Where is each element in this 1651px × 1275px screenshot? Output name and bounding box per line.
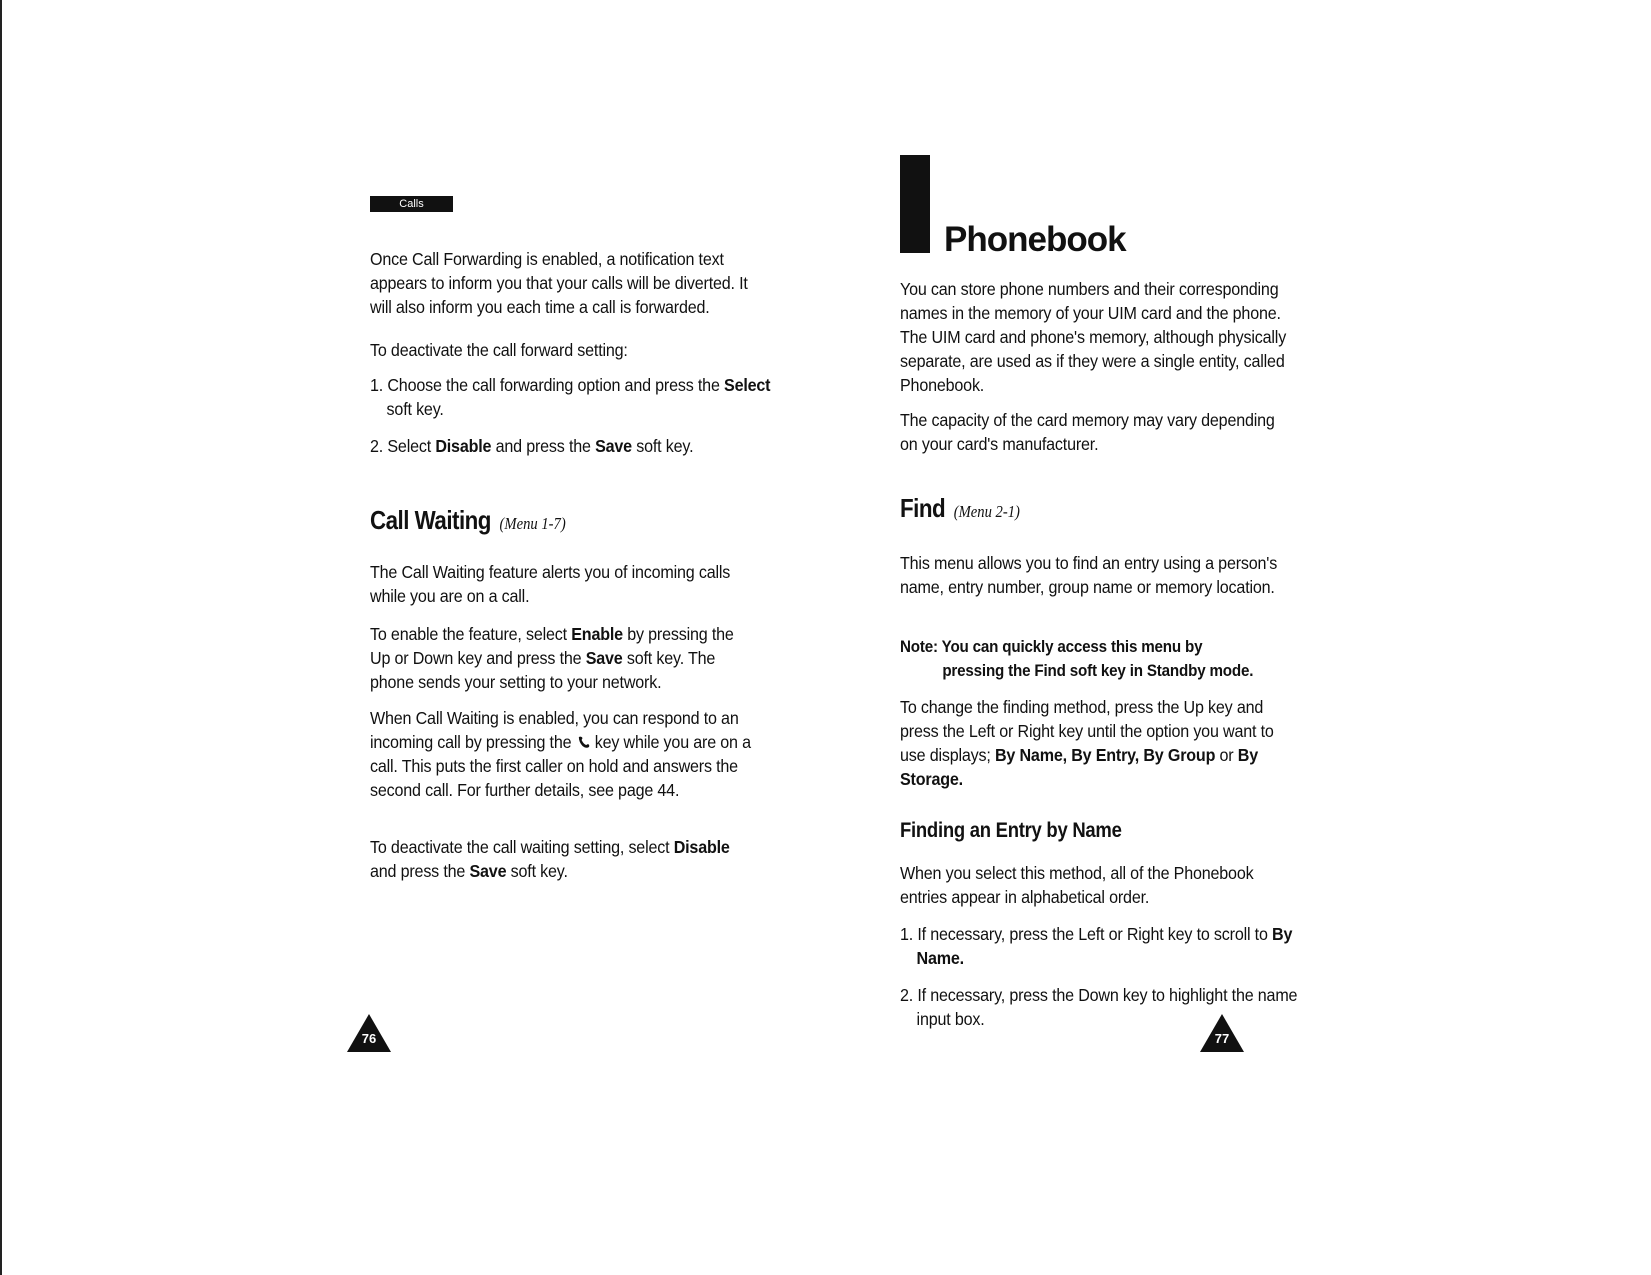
text-run: When Call Waiting is enabled, you can respond to an incoming call by pressing the [370, 708, 739, 752]
heading-title: Call Waiting [370, 505, 491, 535]
deactivate-intro-text: To deactivate the call forward setting: [370, 340, 628, 360]
paragraph-text: The capacity of the card memory may vary depending on your card's manufacturer. [900, 410, 1275, 454]
text-run: To change the finding method, press the Up key and press the Left or Right key until the option you want to use displays; [900, 697, 1274, 765]
select-key-label: Select [724, 375, 771, 395]
call-waiting-para-2 [370, 622, 760, 694]
paragraph-text: To change the finding method, press the Up key and press the Left or Right key until the option you want to use displays; By Name, By Entry, By Group or By Storage. [900, 697, 1274, 789]
menu-reference: (Menu 1-7) [499, 514, 566, 533]
option-label: By Storage [900, 745, 1259, 789]
step-2-text [370, 434, 774, 458]
chapter-bar [900, 155, 930, 253]
paragraph-text [370, 835, 757, 883]
step-number: 2. [370, 436, 384, 456]
paragraph-text [370, 622, 757, 694]
right-page [900, 0, 1310, 1275]
page-number-badge [345, 1012, 393, 1054]
text-run: soft key in Standby mode. [1069, 662, 1254, 680]
find-key-label: Find [1034, 662, 1066, 680]
save-key-label: Save [585, 648, 623, 668]
option-label: By Name [994, 745, 1063, 765]
option-label: By Group [1143, 745, 1216, 765]
menu-reference: (Menu 2-1) [953, 502, 1020, 521]
phonebook-intro-2 [900, 408, 1290, 456]
paragraph-text: When you select this method, all of the Phonebook entries appear in alphabetical order. [900, 863, 1254, 907]
step-text: Select [387, 436, 432, 456]
text-run: by pressing the Up or Down key and press the [370, 624, 734, 668]
step-2 [370, 434, 760, 458]
page-number: 76 [361, 1031, 377, 1046]
text-run: soft key. [510, 861, 568, 881]
text-run: To deactivate the call waiting setting, select [370, 837, 670, 857]
intro-text: Once Call Forwarding is enabled, a notification text appears to inform you that your calls will be diverted. It will also inform you each time a call is forwarded. [370, 249, 748, 317]
finding-para [900, 861, 1290, 909]
text-run: . [959, 948, 964, 968]
option-label: By Name [916, 924, 1293, 968]
call-waiting-para-1 [370, 560, 760, 608]
text-run: To enable the feature, select [370, 624, 567, 644]
chapter-title: Phonebook [944, 220, 1126, 259]
text-run: soft key. The phone sends your setting to your network. [370, 648, 716, 692]
step-text: Choose the call forwarding option and press the [387, 375, 720, 395]
text-run: and press the [370, 861, 466, 881]
find-note [900, 635, 1290, 683]
call-waiting-heading [370, 505, 566, 539]
step-1-text [370, 373, 774, 421]
call-waiting-para-4 [370, 835, 760, 883]
paragraph-text: This menu allows you to find an entry using a person's name, entry number, group name or memory location. [900, 553, 1278, 597]
paragraph-text [370, 706, 757, 802]
finding-by-name-heading: Finding an Entry by Name [900, 819, 1122, 842]
find-para-1 [900, 551, 1290, 599]
page-edge-line [0, 0, 2, 1275]
find-heading [900, 493, 1020, 527]
enable-label: Enable [571, 624, 623, 644]
phonebook-intro-1 [900, 277, 1290, 397]
step-1 [370, 373, 771, 421]
send-key-icon [576, 732, 591, 748]
step-text: soft key. [386, 399, 444, 419]
deactivate-intro [370, 338, 760, 362]
option-label: By Entry [1071, 745, 1135, 765]
text-run: pressing the [942, 662, 1031, 680]
disable-label: Disable [435, 436, 492, 456]
step-text: If necessary, press the Left or Right key to scroll to [917, 924, 1268, 944]
text-run: . [958, 769, 963, 789]
page-number-badge [1198, 1012, 1246, 1054]
page-number: 77 [1214, 1031, 1230, 1046]
paragraph-text: You can store phone numbers and their corresponding names in the memory of your UIM card and the phone. The UIM card and phone's memory, although physically separate, are used as if they were a single entity, called Phonebook. [900, 279, 1287, 395]
step-number: 1. [370, 375, 384, 395]
note-label: Note: [900, 638, 938, 656]
text-run: You can quickly access this menu by [941, 638, 1203, 656]
text-run: key while you are on a call. This puts the first caller on hold and answers the second call. For further details, see page 44. [370, 732, 751, 800]
find-step-1 [900, 922, 1293, 970]
step-text: If necessary, press the Down key to highlight the name input box. [916, 985, 1298, 1029]
save-key-label: Save [595, 436, 632, 456]
step-text: soft key. [636, 436, 694, 456]
disable-label: Disable [673, 837, 730, 857]
step-number: 1. [900, 924, 914, 944]
intro-paragraph [370, 247, 760, 319]
find-para-2 [900, 695, 1290, 791]
heading-title: Find [900, 493, 946, 523]
save-key-label: Save [469, 861, 507, 881]
note-line-2 [900, 659, 1330, 683]
text-run: or [1219, 745, 1234, 765]
section-tab: Calls [370, 196, 453, 212]
note-line-1 [900, 635, 1287, 659]
left-page [361, 0, 771, 1275]
call-waiting-para-3 [370, 706, 760, 802]
step-text: and press the [495, 436, 591, 456]
step-number: 2. [900, 985, 914, 1005]
step-1-text [900, 922, 1304, 970]
paragraph-text: The Call Waiting feature alerts you of incoming calls while you are on a call. [370, 562, 731, 606]
